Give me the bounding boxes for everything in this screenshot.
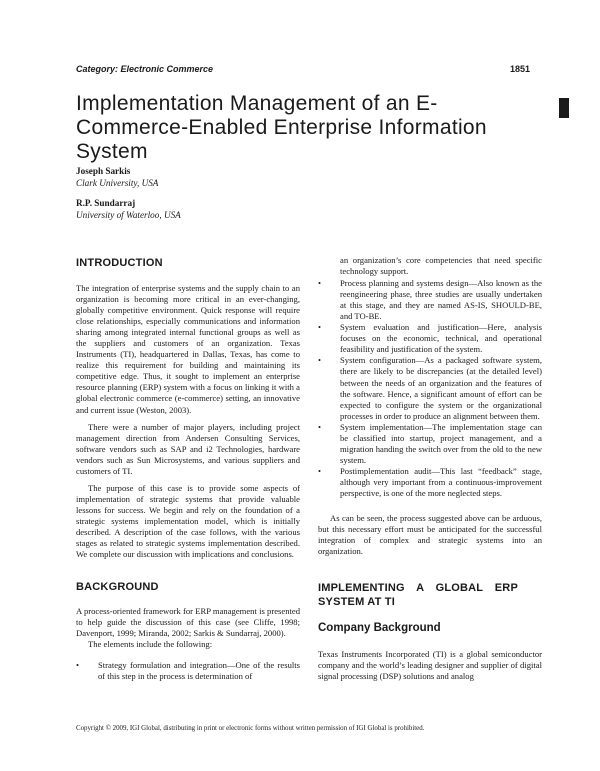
bullet-icon: • <box>76 660 80 671</box>
background-paragraph-2: The elements include the following: <box>88 639 213 650</box>
author-block <box>76 166 158 189</box>
list-item-text: Strategy formulation and integration—One of the results of this step in the process is determination of <box>98 660 300 682</box>
bullet-icon: • <box>318 322 322 333</box>
company-background-heading: Company Background <box>318 622 441 635</box>
framework-list <box>318 255 542 499</box>
author-affiliation: University of Waterloo, USA <box>76 209 181 220</box>
framework-list-start <box>76 660 300 682</box>
list-item <box>318 422 542 466</box>
list-item <box>318 355 542 421</box>
running-header-category: Category: Electronic Commerce <box>76 64 214 74</box>
section-tab-marker <box>559 98 569 118</box>
list-item <box>318 466 542 499</box>
article-title: Implementation Management of an E-Commerce-Enabled Enterprise Information System <box>76 92 487 163</box>
list-item-text: System implementation—The implementation stage can be classified into startup, project management, and a migration handing the switch over from the old to the new system. <box>340 421 542 465</box>
introduction-heading: INTRODUCTION <box>76 257 163 269</box>
bullet-icon: • <box>318 278 322 289</box>
list-item-continuation <box>318 255 542 277</box>
intro-paragraph-3: The purpose of this case is to provide some aspects of implementation of strategic systems that provide valuable lessons for success. We begin and rely on the foundation of a strategic systems implementation model, which is initially described. A description of the case follows, with the various stages as related to strategic systems implementation described. We complete our discussion with implications and conclusions. <box>76 482 300 560</box>
bullet-icon: • <box>318 465 322 476</box>
background-paragraph-1: A process-oriented framework for ERP management is presented to help guide the discussion of this case (see Cliffe, 1998; Davenport, 1999; Miranda, 2002; Sarkis & Sundarraj, 2000). <box>76 606 300 639</box>
right-column <box>318 255 542 682</box>
intro-paragraph-2: There were a number of major players, including project management direction from Andersen Consulting Services, software vendors such as SAP and i2 Technologies, hardware vendors such as Sun Microsystems, and various suppliers and customers of TI. <box>76 421 300 476</box>
list-item <box>318 322 542 355</box>
left-column <box>76 256 300 682</box>
list-item-text: an organization’s core competencies that need specific technology support. <box>340 255 542 277</box>
author-name: Joseph Sarkis <box>76 166 131 176</box>
page-number: 1851 <box>509 64 530 74</box>
bullet-icon: • <box>318 421 322 432</box>
global-erp-heading: IMPLEMENTING A GLOBAL ERP SYSTEM AT TI <box>318 582 518 609</box>
list-item-text: Postimplementation audit—This last “feedback” stage, although very important from a continuous-improvement perspective, is one of the more neglected steps. <box>340 465 542 498</box>
author-block <box>76 198 181 221</box>
copyright-footer: Copyright © 2009, IGI Global, distributing in print or electronic forms without written permission of IGI Global is prohibited. <box>76 725 425 732</box>
list-item-text: System evaluation and justification—Here, analysis focuses on the economic, technical, and operational feasibility and justification of the system. <box>340 322 542 355</box>
bullet-icon: • <box>318 355 322 366</box>
intro-paragraph-1: The integration of enterprise systems and the supply chain to an organization is becoming more critical in an ever-changing, globally competitive environment. Quick response will require close relationships, especially communications and information sharing among integrated internal functional groups as well as the suppliers and customers of an organization. Texas Instruments (TI), headquartered in Dallas, Texas, has come to realize this requirement for building and maintaining its competitive edge. Thus, it sought to implement an enterprise resource planning (ERP) system with a focus on linking it with a global electronic commerce (e-commerce) setting, an innovative and current issue (Weston, 2003). <box>76 283 300 415</box>
closing-paragraph: As can be seen, the process suggested above can be arduous, but this necessary effort must be anticipated for the successful integration of complex and strategic systems into an organization. <box>318 513 542 557</box>
author-name: R.P. Sundarraj <box>76 198 136 208</box>
author-affiliation: Clark University, USA <box>76 177 159 188</box>
list-item-text: Process planning and systems design—Also known as the reengineering phase, three studies are usually undertaken at this stage, and they are named AS-IS, SHOULD-BE, and TO-BE. <box>340 278 542 322</box>
list-item <box>318 278 542 322</box>
list-item-text: System configuration—As a packaged software system, there are likely to be discrepancies (at the detailed level) between the needs of an organization and the features of the software. Hence, a significant amount of effort can be expected to configure the system or the organizational processes in order to produce an alignment between them. <box>340 355 542 421</box>
background-heading: BACKGROUND <box>76 581 159 594</box>
company-paragraph: Texas Instruments Incorporated (TI) is a global semiconductor company and the world’s leading designer and supplier of digital signal processing (DSP) solutions and analog <box>318 649 542 682</box>
list-item <box>76 660 300 682</box>
